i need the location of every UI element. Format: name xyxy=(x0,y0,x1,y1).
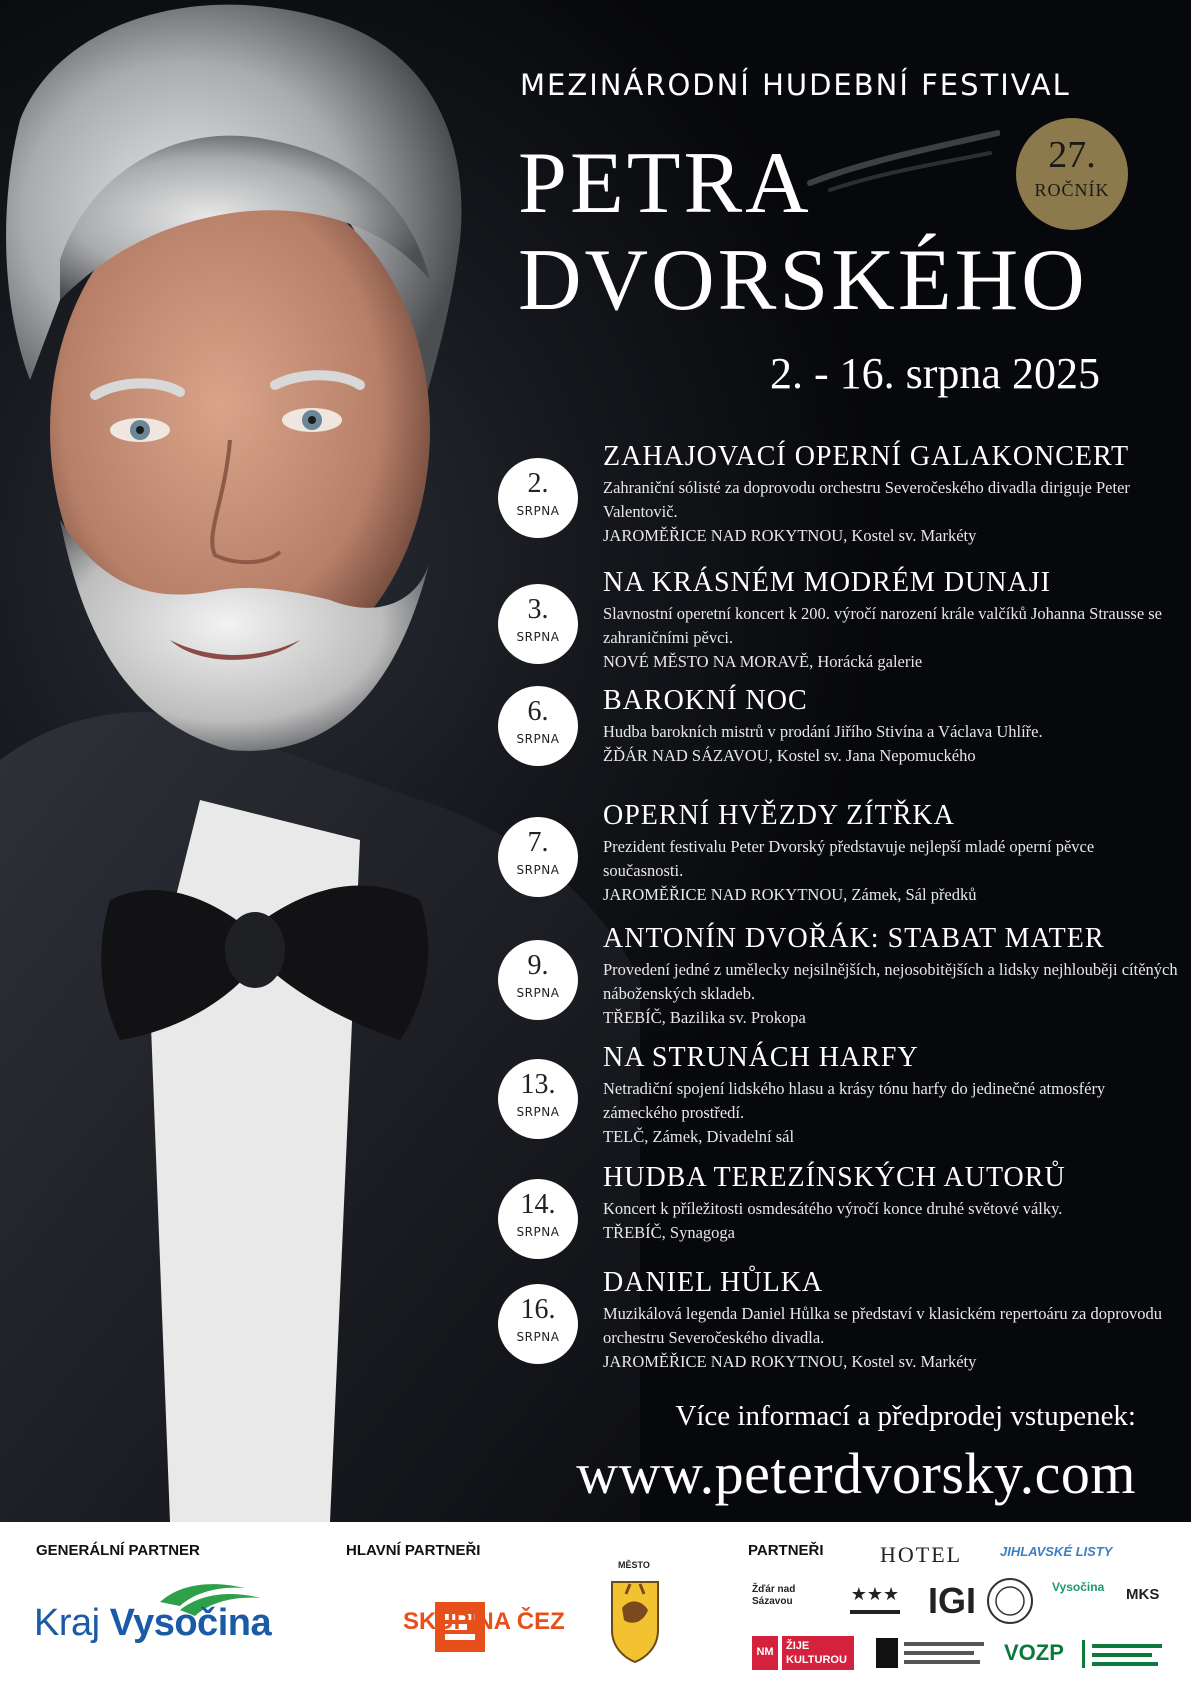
vozp-logo: VOZP xyxy=(1004,1640,1064,1665)
event-date-circle xyxy=(498,1059,578,1139)
more-info-text: Více informací a předprodej vstupenek: xyxy=(675,1400,1136,1432)
general-partner-heading: GENERÁLNÍ PARTNER xyxy=(36,1542,200,1559)
event-title: NA STRUNÁCH HARFY xyxy=(603,1042,919,1073)
event-month: SRPNA xyxy=(516,1105,560,1119)
event-month: SRPNA xyxy=(516,1225,560,1239)
event-place: TELČ, Zámek, Divadelní sál xyxy=(603,1126,795,1146)
nm-logo: NM xyxy=(752,1636,778,1670)
event-date-circle xyxy=(498,1284,578,1364)
event-day: 3. xyxy=(527,594,549,625)
event-month: SRPNA xyxy=(516,732,560,746)
event-day: 14. xyxy=(520,1189,556,1220)
svg-text:★★★: ★★★ xyxy=(850,1584,900,1605)
bratrstvo-logo-icon xyxy=(876,1634,986,1672)
event-month: SRPNA xyxy=(516,504,560,518)
event-description: Prezident festivalu Peter Dvorský představuje nejlepší mladé operní pěvce současnosti. xyxy=(603,836,1095,880)
event-title: BAROKNÍ NOC xyxy=(603,685,808,716)
event-place: TŘEBÍČ, Synagoga xyxy=(603,1222,735,1242)
event-description: Netradiční spojení lidského hlasu a krásy tónu harfy do jedinečné atmosféry zámeckého prostředí. xyxy=(603,1078,1106,1122)
event-place: JAROMĚŘICE NAD ROKYTNOU, Kostel sv. Markéty xyxy=(603,1351,977,1371)
hotel-logo: HOTEL xyxy=(880,1542,963,1567)
festival-dates: 2. - 16. srpna 2025 xyxy=(770,349,1100,398)
event-description: Hudba barokních mistrů v prodání Jiřího Stivína a Václava Uhlíře. xyxy=(603,721,1043,741)
event-month: SRPNA xyxy=(516,630,560,644)
event-date-circle xyxy=(498,1179,578,1259)
event-place: JAROMĚŘICE NAD ROKYTNOU, Kostel sv. Markéty xyxy=(603,525,977,545)
event-date-circle xyxy=(498,458,578,538)
event-title: DANIEL HŮLKA xyxy=(603,1267,824,1298)
event-item xyxy=(498,924,1178,1030)
zije-text: ŽIJE xyxy=(786,1640,810,1652)
event-place: TŘEBÍČ, Bazilika sv. Prokopa xyxy=(603,1007,806,1027)
swoosh-decoration xyxy=(800,128,1000,198)
event-title: HUDBA TEREZÍNSKÝCH AUTORŮ xyxy=(603,1162,1066,1193)
main-partners-heading: HLAVNÍ PARTNEŘI xyxy=(346,1542,481,1559)
event-description: Koncert k příležitosti osmdesátého výročí konce druhé světové války. xyxy=(603,1198,1063,1218)
town-crest-icon xyxy=(600,1560,670,1670)
vysocina-small-logo: Vysočina xyxy=(1052,1580,1105,1594)
event-title: ZAHAJOVACÍ OPERNÍ GALAKONCERT xyxy=(603,441,1130,472)
igi-logo: IGI xyxy=(928,1580,977,1621)
vysocina-word: Vysočina xyxy=(109,1602,272,1644)
event-date-circle xyxy=(498,584,578,664)
edition-word: ROČNÍK xyxy=(1034,180,1110,200)
event-day: 7. xyxy=(527,827,549,858)
pojistovna-logo-icon xyxy=(1082,1636,1172,1672)
jihlavske-listy-logo: JIHLAVSKÉ LISTY xyxy=(1000,1544,1113,1559)
event-month: SRPNA xyxy=(516,1330,560,1344)
event-day: 9. xyxy=(527,950,549,981)
event-day: 2. xyxy=(527,468,549,499)
title-line-1: PETRA xyxy=(518,135,812,232)
event-day: 16. xyxy=(520,1294,556,1325)
event-title: NA KRÁSNÉM MODRÉM DUNAJI xyxy=(603,567,1051,598)
title-line-2: DVORSKÉHO xyxy=(518,232,1088,329)
festival-label: MEZINÁRODNÍ HUDEBNÍ FESTIVAL xyxy=(520,68,1071,102)
event-date-circle xyxy=(498,686,578,766)
zdar-logo: Žďár nad Sázavou xyxy=(752,1584,796,1607)
event-day: 6. xyxy=(527,696,549,727)
event-item xyxy=(498,568,1178,674)
event-place: ŽĎÁR NAD SÁZAVOU, Kostel sv. Jana Nepomuckého xyxy=(603,745,976,765)
event-place: NOVÉ MĚSTO NA MORAVĚ, Horácká galerie xyxy=(603,651,923,671)
event-month: SRPNA xyxy=(516,986,560,1000)
kraj-word: Kraj xyxy=(34,1602,100,1644)
event-title: OPERNÍ HVĚZDY ZÍTŘKA xyxy=(603,800,955,831)
kraj-vysocina-logo xyxy=(34,1602,271,1645)
partners-heading: PARTNEŘI xyxy=(748,1542,824,1559)
partners-footer xyxy=(0,1522,1191,1684)
event-item xyxy=(498,686,1178,768)
event-description: Slavnostní operetní koncert k 200. výročí narození krále valčíků Johanna Strausse se zahraničními pěvci. xyxy=(603,603,1163,647)
event-day: 13. xyxy=(520,1069,556,1100)
edition-badge xyxy=(1016,118,1128,230)
event-item xyxy=(498,1268,1178,1374)
event-date-circle xyxy=(498,817,578,897)
cez-logo-text: SKUPINA ČEZ xyxy=(403,1608,565,1635)
stars-logo-icon xyxy=(840,1578,910,1622)
event-description: Provedení jedné z umělecky nejsilnějších, nejosobitějších a lidsky nejhlouběji cítěných náboženských skladeb. xyxy=(603,959,1178,1003)
event-item xyxy=(498,1043,1178,1149)
event-date-circle xyxy=(498,940,578,1020)
edition-number: 27. xyxy=(1048,134,1096,176)
seal-icon xyxy=(985,1576,1035,1626)
event-item xyxy=(498,442,1178,548)
kulturou-text: KULTUROU xyxy=(786,1654,847,1667)
event-place: JAROMĚŘICE NAD ROKYTNOU, Zámek, Sál předků xyxy=(603,884,977,904)
event-item xyxy=(498,801,1178,907)
crest-label: MĚSTO xyxy=(618,1560,650,1570)
event-description: Zahraniční sólisté za doprovodu orchestru Severočeského divadla diriguje Peter Valentovič. xyxy=(603,477,1130,521)
event-title: ANTONÍN DVOŘÁK: STABAT MATER xyxy=(603,923,1105,954)
event-description: Muzikálová legenda Daniel Hůlka se představí v klasickém repertoáru za doprovodu orchestru Severočeského divadla. xyxy=(603,1303,1162,1347)
mks-logo: MKS xyxy=(1126,1586,1160,1603)
website-link[interactable]: www.peterdvorsky.com xyxy=(576,1441,1136,1506)
event-item xyxy=(498,1163,1178,1245)
event-month: SRPNA xyxy=(516,863,560,877)
zije-kulturou-logo xyxy=(782,1636,854,1670)
